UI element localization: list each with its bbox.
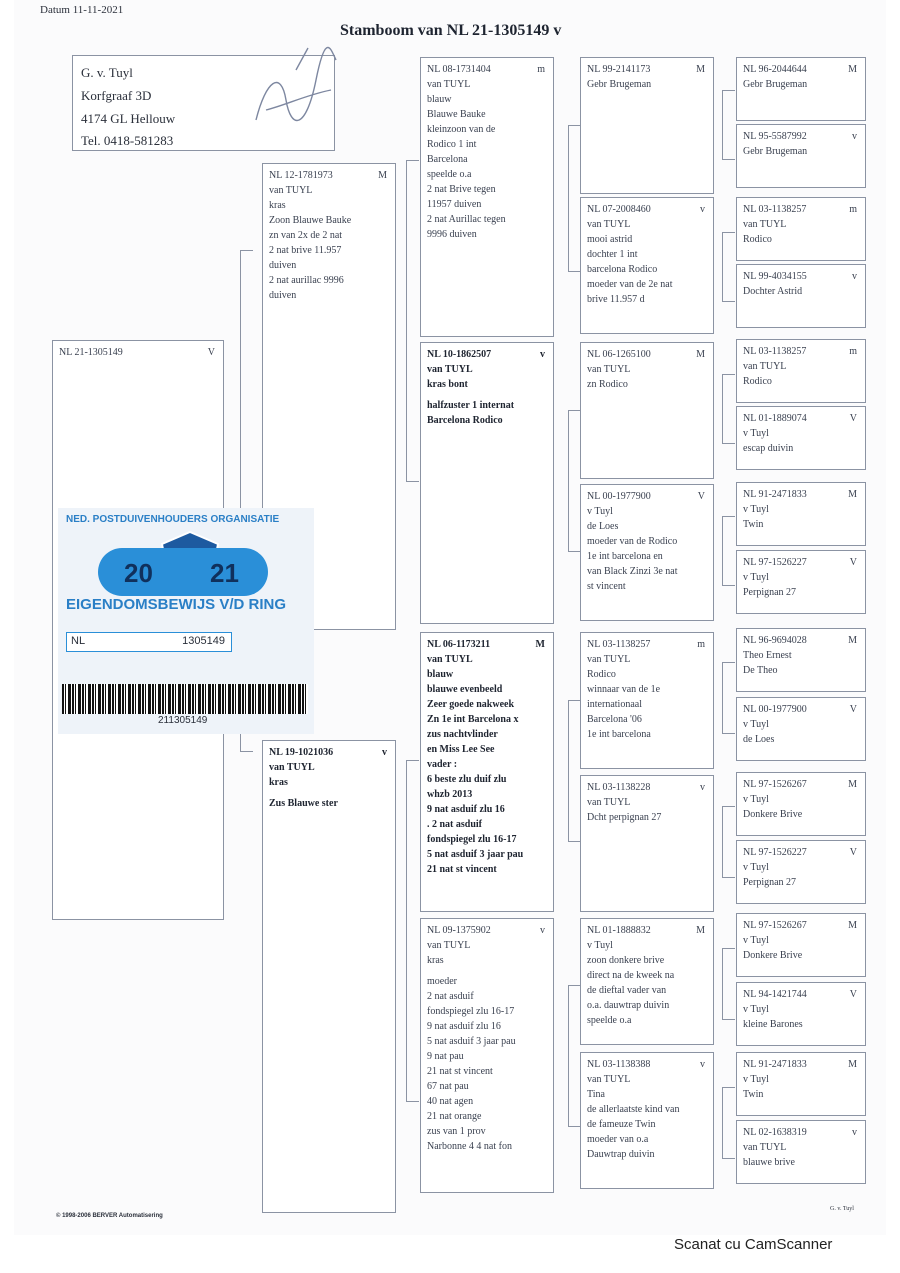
ring-number: NL 97-1526267 xyxy=(743,779,807,790)
owner-street: Korfgraaf 3D xyxy=(81,87,152,103)
pigeon-line: zn van 2x de 2 nat xyxy=(269,230,343,241)
ring-number: NL 96-9694028 xyxy=(743,635,807,646)
connector-bracket xyxy=(568,410,581,552)
sex-marker: v xyxy=(852,271,857,282)
pigeon-line: speelde o.a xyxy=(427,169,472,180)
sex-marker: M xyxy=(696,64,705,75)
gen4-box xyxy=(736,57,866,121)
pigeon-line: 2 nat brive 11.957 xyxy=(269,245,342,256)
ownership-card xyxy=(58,508,314,734)
pigeon-line: fondspiegel zlu 16-17 xyxy=(427,834,517,845)
note-line: fondspiegel zlu 16-17 xyxy=(427,1006,515,1017)
ring-number: NL 99-2141173 xyxy=(587,64,651,75)
sex-marker: v xyxy=(382,747,387,758)
ring-number: NL 00-1977900 xyxy=(743,704,807,715)
gen4-box xyxy=(736,772,866,836)
pigeon-line: blauwe evenbeeld xyxy=(427,684,503,695)
connector-bracket xyxy=(722,806,735,878)
connector-bracket xyxy=(568,700,581,842)
sex-marker: V xyxy=(849,557,857,568)
card-year-right: 21 xyxy=(210,558,239,588)
pigeon-line: blauw xyxy=(427,94,452,105)
pigeon-line: v Tuyl xyxy=(743,504,769,515)
sex-marker: v xyxy=(700,1059,705,1070)
ring-number: NL 21-1305149 xyxy=(59,347,123,358)
grandparent-mf-box xyxy=(420,632,554,912)
pigeon-line: Blauwe Bauke xyxy=(427,109,486,120)
sex-marker: M xyxy=(848,1059,857,1070)
pigeon-line: 1e int barcelona xyxy=(587,729,651,740)
pigeon-line: Rodico 1 int xyxy=(427,139,477,150)
grandparent-mm-box xyxy=(420,918,554,1193)
pigeon-line: kras xyxy=(269,777,288,788)
pigeon-line: Zn 1e int Barcelona x xyxy=(427,714,519,725)
sex-marker: v xyxy=(852,1127,857,1138)
sex-marker: M xyxy=(696,925,705,936)
pigeon-line: Rodico xyxy=(743,234,772,245)
pigeon-line: de Loes xyxy=(587,521,619,532)
pigeon-line: 9 nat asduif zlu 16 xyxy=(427,804,505,815)
print-date: Datum 11-11-2021 xyxy=(40,4,124,16)
connector-bracket xyxy=(568,125,581,272)
sex-marker: M xyxy=(378,170,387,181)
pigeon-line: blauwe brive xyxy=(743,1157,795,1168)
pigeon-line: de dieftal vader van xyxy=(587,985,667,996)
note-line: zus van 1 prov xyxy=(427,1126,486,1137)
pigeon-line: v Tuyl xyxy=(743,862,769,873)
grandparent-ff-box xyxy=(420,57,554,337)
pigeon-line: Perpignan 27 xyxy=(743,877,797,888)
connector-bracket xyxy=(568,985,581,1127)
great-grandparent-box xyxy=(580,342,714,479)
sex-marker: V xyxy=(697,491,705,502)
pigeon-line: whzb 2013 xyxy=(427,789,473,800)
pigeon-line: van TUYL xyxy=(427,940,471,951)
pigeon-line: v Tuyl xyxy=(587,506,613,517)
great-grandparent-box xyxy=(580,632,714,769)
pigeon-line: Barcelona xyxy=(427,154,468,165)
ring-number: NL 97-1526227 xyxy=(743,847,807,858)
pigeon-line: v Tuyl xyxy=(587,940,613,951)
pigeon-line: van Black Zinzi 3e nat xyxy=(587,566,678,577)
gen4-box xyxy=(736,406,866,470)
pigeon-line: van TUYL xyxy=(587,654,631,665)
ring-number: NL 08-1731404 xyxy=(427,64,491,75)
connector-bracket xyxy=(722,1087,735,1159)
gen4-box xyxy=(736,550,866,614)
note-line: 9 nat asduif zlu 16 xyxy=(427,1021,501,1032)
gen4-box xyxy=(736,628,866,692)
gen4-box xyxy=(736,264,866,328)
ring-number: NL 03-1138257 xyxy=(743,346,807,357)
owner-name: G. v. Tuyl xyxy=(81,65,133,80)
ring-number: NL 91-2471833 xyxy=(743,1059,807,1070)
connector-bracket xyxy=(722,374,735,444)
ring-number: NL 06-1265100 xyxy=(587,349,651,360)
pigeon-line: duiven xyxy=(269,260,297,271)
connector-bracket xyxy=(722,516,735,586)
pigeon-line: Twin xyxy=(743,519,764,530)
sex-marker: m xyxy=(849,204,857,215)
pigeon-line: de Loes xyxy=(743,734,775,745)
pigeon-line: Dauwtrap duivin xyxy=(587,1149,655,1160)
pigeon-note: Zus Blauwe ster xyxy=(269,798,338,809)
pigeon-line: 2 nat Aurillac tegen xyxy=(427,214,506,225)
note-line: 21 nat orange xyxy=(427,1111,482,1122)
sex-marker: M xyxy=(535,639,545,650)
pigeon-line: 5 nat asduif 3 jaar pau xyxy=(427,849,524,860)
ring-number: NL 96-2044644 xyxy=(743,64,807,75)
pigeon-line: Dochter Astrid xyxy=(743,286,803,297)
pigeon-line: o.a. dauwtrap duivin xyxy=(587,1000,670,1011)
pigeon-line: Gebr Brugeman xyxy=(743,79,808,90)
pigeon-line: de fameuze Twin xyxy=(587,1119,656,1130)
note-line: 21 nat st vincent xyxy=(427,1066,493,1077)
pigeon-line: Barcelona '06 xyxy=(587,714,642,725)
pigeon-line: zn Rodico xyxy=(587,379,628,390)
pigeon-line: 6 beste zlu duif zlu xyxy=(427,774,507,785)
sex-marker: v xyxy=(700,782,705,793)
pigeon-line: 1e int barcelona en xyxy=(587,551,663,562)
ring-number: NL 07-2008460 xyxy=(587,204,651,215)
connector-bracket xyxy=(722,90,735,160)
ring-number: NL 09-1375902 xyxy=(427,925,491,936)
pigeon-line: van TUYL xyxy=(269,185,313,196)
pigeon-line: vader : xyxy=(427,759,458,770)
owner-city: 4174 GL Hellouw xyxy=(81,110,176,126)
footer-owner: G. v. Tuyl xyxy=(830,1206,854,1212)
gen4-box xyxy=(736,197,866,261)
sex-marker: m xyxy=(537,64,545,75)
card-year-left: 20 xyxy=(124,558,153,588)
footer-copyright: © 1998-2006 BERVER Automatisering xyxy=(56,1213,163,1219)
pigeon-line: Gebr Brugeman xyxy=(743,146,808,157)
great-grandparent-box xyxy=(580,57,714,194)
sex-marker: V xyxy=(849,413,857,424)
pigeon-line: Gebr Brugeman xyxy=(587,79,652,90)
pigeon-line: moeder van o.a xyxy=(587,1134,649,1145)
pigeon-line: 21 nat st vincent xyxy=(427,864,497,875)
gen4-box xyxy=(736,840,866,904)
ring-number: NL 03-1138257 xyxy=(743,204,807,215)
note-line: 40 nat agen xyxy=(427,1096,474,1107)
pigeon-line: Rodico xyxy=(743,376,772,387)
ring-number: NL 97-1526227 xyxy=(743,557,807,568)
connector-bracket xyxy=(406,760,419,1102)
pigeon-line: moeder van de 2e nat xyxy=(587,279,673,290)
sex-marker: m xyxy=(697,639,705,650)
pigeon-line: v Tuyl xyxy=(743,794,769,805)
pigeon-line: kleinzoon van de xyxy=(427,124,496,135)
note-line: 67 nat pau xyxy=(427,1081,469,1092)
pigeon-line: dochter 1 int xyxy=(587,249,638,260)
pigeon-line: van TUYL xyxy=(587,364,631,375)
pigeon-line: v Tuyl xyxy=(743,719,769,730)
ring-number: NL 97-1526267 xyxy=(743,920,807,931)
mother-box xyxy=(262,740,396,1213)
scanner-watermark: Scanat cu CamScanner xyxy=(674,1236,833,1253)
note-line: 9 nat pau xyxy=(427,1051,464,1062)
great-grandparent-box xyxy=(580,484,714,621)
pigeon-line: v Tuyl xyxy=(743,1074,769,1085)
pigeon-line: van TUYL xyxy=(427,654,473,665)
sex-marker: M xyxy=(848,779,857,790)
pigeon-line: van TUYL xyxy=(427,79,471,90)
pigeon-line: van TUYL xyxy=(587,219,631,230)
card-organisation: NED. POSTDUIVENHOUDERS ORGANISATIE xyxy=(66,514,280,525)
pigeon-line: zus nachtvlinder xyxy=(427,729,498,740)
ring-number: NL 95-5587992 xyxy=(743,131,807,142)
note-line: moeder xyxy=(427,976,457,987)
pigeon-line: 2 nat Brive tegen xyxy=(427,184,496,195)
connector-bracket xyxy=(722,662,735,734)
gen4-box xyxy=(736,1052,866,1116)
great-grandparent-box xyxy=(580,1052,714,1189)
barcode-number: 211305149 xyxy=(158,715,208,726)
sex-marker: M xyxy=(848,64,857,75)
pigeon-line: direct na de kweek na xyxy=(587,970,675,981)
gen4-box xyxy=(736,339,866,403)
sex-marker: V xyxy=(849,847,857,858)
ring-number: NL 12-1781973 xyxy=(269,170,333,181)
owner-phone: Tel. 0418-581283 xyxy=(81,133,174,149)
pigeon-line: v Tuyl xyxy=(743,935,769,946)
pigeon-line: escap duivin xyxy=(743,443,794,454)
pigeon-line: van TUYL xyxy=(269,762,315,773)
pigeon-line: v Tuyl xyxy=(743,1004,769,1015)
great-grandparent-box xyxy=(580,918,714,1045)
sex-marker: V xyxy=(849,989,857,1000)
signature xyxy=(236,40,346,150)
pigeon-line: duiven xyxy=(269,290,297,301)
pigeon-line: Donkere Brive xyxy=(743,950,803,961)
pigeon-line: Tina xyxy=(587,1089,605,1100)
barcode xyxy=(62,684,308,714)
sex-marker: v xyxy=(540,349,545,360)
pigeon-line: internationaal xyxy=(587,699,642,710)
note-line: Narbonne 4 4 nat fon xyxy=(427,1141,512,1152)
pigeon-line: winnaar van de 1e xyxy=(587,684,661,695)
pigeon-line: 9996 duiven xyxy=(427,229,477,240)
pigeon-line: mooi astrid xyxy=(587,234,633,245)
pigeon-line: van TUYL xyxy=(743,361,787,372)
pigeon-line: van TUYL xyxy=(743,219,787,230)
pigeon-line: van TUYL xyxy=(743,1142,787,1153)
sex-marker: v xyxy=(852,131,857,142)
pigeon-line: 2 nat aurillac 9996 xyxy=(269,275,344,286)
ring-number: NL 10-1862507 xyxy=(427,349,492,360)
ring-number: NL 01-1888832 xyxy=(587,925,651,936)
pigeon-note: halfzuster 1 internat Barcelona Rodico xyxy=(427,400,515,426)
connector-bracket xyxy=(722,948,735,1020)
ring-number: NL 01-1889074 xyxy=(743,413,807,424)
connector-bracket xyxy=(406,160,419,482)
pigeon-line: st vincent xyxy=(587,581,626,592)
pigeon-line: v Tuyl xyxy=(743,428,769,439)
note-line: 2 nat asduif xyxy=(427,991,474,1002)
pigeon-line: Zeer goede nakweek xyxy=(427,699,515,710)
gen4-box xyxy=(736,982,866,1046)
card-country: NL xyxy=(71,635,86,647)
gen4-box xyxy=(736,697,866,761)
pigeon-line: Donkere Brive xyxy=(743,809,803,820)
sex-marker: M xyxy=(696,349,705,360)
pigeon-line: Theo Ernest xyxy=(743,650,792,661)
ring-number: NL 03-1138257 xyxy=(587,639,651,650)
pigeon-line: blauw xyxy=(427,669,454,680)
gen4-box xyxy=(736,124,866,188)
pigeon-line: De Theo xyxy=(743,665,778,676)
gen4-box xyxy=(736,913,866,977)
great-grandparent-box xyxy=(580,775,714,912)
pigeon-line: v Tuyl xyxy=(743,572,769,583)
pigeon-line: en Miss Lee See xyxy=(427,744,495,755)
ring-number: NL 06-1173211 xyxy=(427,639,491,650)
ring-number: NL 03-1138388 xyxy=(587,1059,651,1070)
ring-number: NL 19-1021036 xyxy=(269,747,334,758)
ring-number: NL 02-1638319 xyxy=(743,1127,807,1138)
sex-marker: V xyxy=(849,704,857,715)
sex-marker: m xyxy=(849,346,857,357)
pigeon-line: kras bont xyxy=(427,379,468,390)
pigeon-line: Perpignan 27 xyxy=(743,587,797,598)
pigeon-line: brive 11.957 d xyxy=(587,294,645,305)
great-grandparent-box xyxy=(580,197,714,334)
card-ring-field xyxy=(66,632,232,652)
ring-number: NL 99-4034155 xyxy=(743,271,807,282)
grandparent-fm-box xyxy=(420,342,554,624)
sex-marker: M xyxy=(848,635,857,646)
sex-marker: v xyxy=(700,204,705,215)
pigeon-line: 11957 duiven xyxy=(427,199,482,210)
note-line: 5 nat asduif 3 jaar pau xyxy=(427,1036,516,1047)
pigeon-line: . 2 nat asduif xyxy=(427,819,483,830)
sex-marker: M xyxy=(848,489,857,500)
pigeon-line: kras xyxy=(269,200,286,211)
card-ring-number: 1305149 xyxy=(182,635,225,647)
pigeon-line: de allerlaatste kind van xyxy=(587,1104,680,1115)
pigeon-line: Zoon Blauwe Bauke xyxy=(269,215,352,226)
pedigree-title: Stamboom van NL 21-1305149 v xyxy=(340,22,562,39)
gen4-box xyxy=(736,482,866,546)
pigeon-line: van TUYL xyxy=(427,364,473,375)
ring-number: NL 00-1977900 xyxy=(587,491,651,502)
pigeon-line: speelde o.a xyxy=(587,1015,632,1026)
pigeon-line: kras xyxy=(427,955,444,966)
pigeon-line: kleine Barones xyxy=(743,1019,803,1030)
sex-marker: M xyxy=(848,920,857,931)
ring-number: NL 91-2471833 xyxy=(743,489,807,500)
pigeon-line: moeder van de Rodico xyxy=(587,536,678,547)
ring-number: NL 94-1421744 xyxy=(743,989,807,1000)
ring-number: NL 03-1138228 xyxy=(587,782,651,793)
pigeon-line: Rodico xyxy=(587,669,616,680)
card-title: EIGENDOMSBEWIJS V/D RING xyxy=(66,596,287,613)
card-year-badge xyxy=(98,548,268,596)
sex-marker: v xyxy=(540,925,545,936)
pigeon-line: zoon donkere brive xyxy=(587,955,665,966)
sex-marker: V xyxy=(207,347,215,358)
pigeon-note xyxy=(427,974,547,1154)
pigeon-line: van TUYL xyxy=(587,797,631,808)
pigeon-line: van TUYL xyxy=(587,1074,631,1085)
connector-bracket xyxy=(722,232,735,302)
gen4-box xyxy=(736,1120,866,1184)
pigeon-line: Twin xyxy=(743,1089,764,1100)
pigeon-line: Dcht perpignan 27 xyxy=(587,812,662,823)
pigeon-line: barcelona Rodico xyxy=(587,264,658,275)
